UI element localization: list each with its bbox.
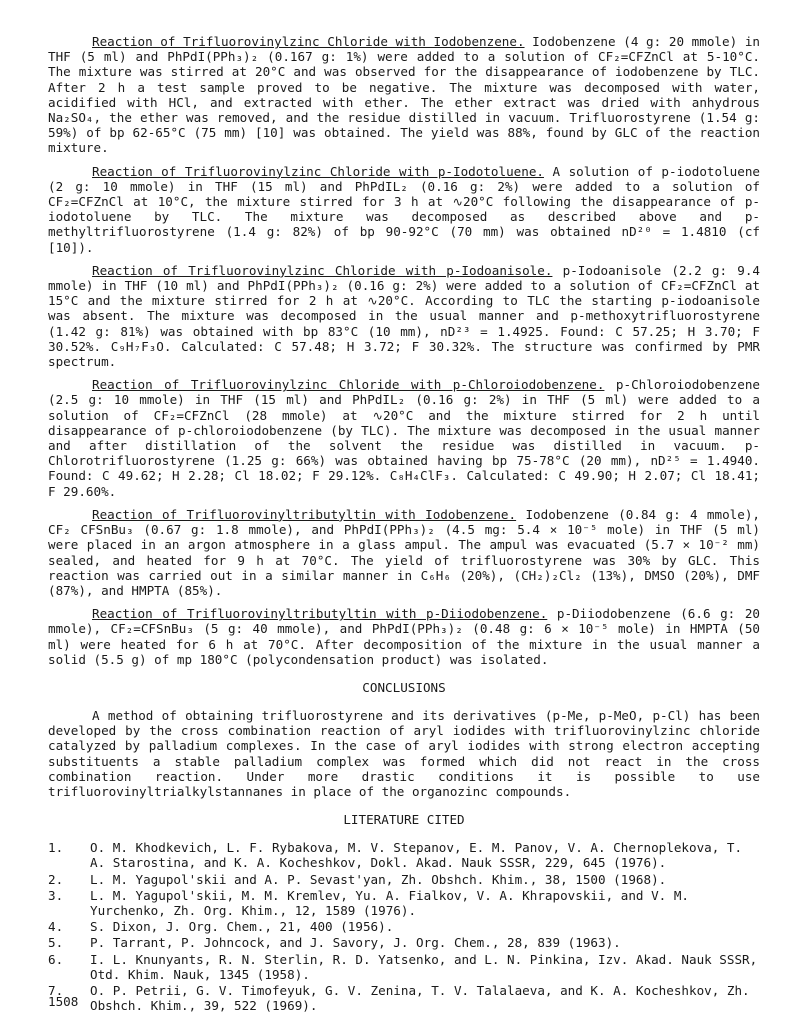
reference-item bbox=[48, 840, 760, 870]
paragraph-p-iodotoluene bbox=[48, 164, 760, 255]
reference-item bbox=[48, 952, 760, 982]
section-heading: Reaction of Trifluorovinyltributyltin with p-Diiodobenzene. bbox=[92, 606, 548, 622]
reference-item bbox=[48, 919, 760, 934]
section-heading: Reaction of Trifluorovinylzinc Chloride with p-Iodoanisole. bbox=[92, 262, 553, 278]
paragraph-p-chloroiodobenzene bbox=[48, 377, 760, 499]
reference-number: 2. bbox=[48, 871, 64, 887]
section-heading: Reaction of Trifluorovinylzinc Chloride with p-Chloroiodobenzene. bbox=[92, 377, 605, 393]
reference-item bbox=[48, 872, 760, 887]
paragraph-tin-diiodobenzene bbox=[48, 606, 760, 667]
reference-number: 4. bbox=[48, 919, 64, 935]
paragraph-p-iodoanisole bbox=[48, 263, 760, 369]
page-number: 1508 bbox=[48, 994, 79, 1009]
reference-item bbox=[48, 983, 760, 1013]
reference-text: S. Dixon, J. Org. Chem., 21, 400 (1956). bbox=[90, 919, 394, 935]
reference-text: I. L. Knunyants, R. N. Sterlin, R. D. Yatsenko, and L. N. Pinkina, Izv. Akad. Nauk SSSR, Otd. Khim. Nauk, 1345 (1958). bbox=[90, 951, 758, 982]
reference-item bbox=[48, 888, 760, 918]
page-body bbox=[48, 34, 760, 1014]
conclusions-text: A method of obtaining trifluorostyrene and its derivatives (p-Me, p-MeO, p-Cl) has been developed by the cross combination reaction of aryl iodides with trifluorovinylzinc chloride catalyzed by palladium complexes. In the case of aryl iodides with strong electron accepting substituents a stable palladium complex was formed which did not react in the cross combination reaction. Under more drastic conditions it is possible to use trifluorovinyltrialkylstannanes in place of the organozinc compounds. bbox=[48, 707, 760, 799]
reference-number: 7. bbox=[48, 982, 64, 998]
paragraph-text: p-Iodoanisole (2.2 g: 9.4 mmole) in THF (10 ml) and PhPdI(PPh₃)₂ (0.16 g: 2%) were added to a solution of CF₂=CFZnCl at 15°C and the mixture stirred for 2 h at ∿20°C. According to TLC the starting p-iodoanisole was absent. The mixture was decomposed in the usual manner and p-methoxytrifluorostyrene (1.42 g: 81%) was obtained with bp 83°C (10 mm), nD²³ = 1.4925. Found: C 57.25; H 3.70; F 30.52%. C₉H₇F₃O. Calculated: C 57.48; H 3.72; F 30.32%. The structure was confirmed by PMR spectrum. bbox=[48, 262, 761, 370]
paragraph-iodobenzene bbox=[48, 34, 760, 156]
section-heading: Reaction of Trifluorovinylzinc Chloride with p-Iodotoluene. bbox=[92, 163, 544, 179]
reference-text: L. M. Yagupol'skii and A. P. Sevast'yan, Zh. Obshch. Khim., 38, 1500 (1968). bbox=[90, 871, 667, 887]
literature-heading: LITERATURE CITED bbox=[343, 812, 465, 828]
paragraph-text: Iodobenzene (4 g: 20 mmole) in THF (5 ml) and PhPdI(PPh₃)₂ (0.167 g: 1%) were added to a solution of CF₂=CFZnCl at 5-10°C. The mixture was stirred at 20°C and was observed for the disappearance of iodobenzene by TLC. After 2 h a test sample proved to be negative. The mixture was decomposed with water, acidified with HCl, and extracted with ether. The ether extract was dried with anhydrous Na₂SO₄, the ether was removed, and the residue distilled in vacuum. Trifluorostyrene (1.54 g: 59%) of bp 62-65°C (75 mm) [10] was obtained. The yield was 88%, found by GLC of the reaction mixture. bbox=[48, 34, 760, 156]
paragraph-text: p-Chloroiodobenzene (2.5 g: 10 mmole) in THF (15 ml) and PhPdIL₂ (0.16 g: 2%) in THF (5 ml) were added to a solution of CF₂=CFZnCl (28 mmole) at ∿20°C and the mixture stirred for 2 h until disappearance of p-chloroiodobenzene (by TLC). The mixture was decomposed in the usual manner and after distillation of the solvent the residue was distilled in vacuum. p-Chlorotrifluorostyrene (1.25 g: 66%) was obtained having bp 75-78°C (20 mm), nD²⁵ = 1.4940. Found: C 49.62; H 2.28; Cl 18.02; F 29.12%. C₈H₄ClF₃. Calculated: C 49.90; H 2.07; Cl 18.41; F 29.60%. bbox=[48, 377, 760, 499]
conclusions-heading: CONCLUSIONS bbox=[362, 679, 446, 695]
reference-item bbox=[48, 935, 760, 950]
reference-number: 1. bbox=[48, 840, 64, 856]
reference-list bbox=[48, 840, 760, 1013]
reference-number: 3. bbox=[48, 887, 64, 903]
paragraph-text: p-Diiodobenzene (6.6 g: 20 mmole), CF₂=CFSnBu₃ (5 g: 40 mmole), and PhPdI(PPh₃)₂ (0.48 g: 6 × 10⁻⁵ mole) in HMPTA (50 ml) were heated for 6 h at 70°C. After decomposition of the mixture in the usual manner a solid (5.5 g) of mp 180°C (polycondensation product) was isolated. bbox=[48, 606, 760, 667]
reference-text: L. M. Yagupol'skii, M. M. Kremlev, Yu. A. Fialkov, V. A. Khrapovskii, and V. M. Yurchenko, Zh. Org. Khim., 12, 1589 (1976). bbox=[90, 887, 689, 918]
paragraph-text: A solution of p-iodotoluene (2 g: 10 mmole) in THF (15 ml) and PhPdIL₂ (0.16 g: 2%) were added to a solution of CF₂=CFZnCl at 10°C, the mixture stirred for 3 h at ∿20°C following the disappearance of p-iodotoluene by TLC. The mixture was decomposed as described above and p-methyltrifluorostyrene (1.4 g: 82%) of bp 90-92°C (70 mm) was obtained nD²⁰ = 1.4810 (cf [10]). bbox=[48, 163, 760, 255]
section-heading: Reaction of Trifluorovinylzinc Chloride with Iodobenzene. bbox=[92, 34, 525, 49]
reference-text: O. P. Petrii, G. V. Timofeyuk, G. V. Zenina, T. V. Talalaeva, and K. A. Kocheshkov, Zh. Obshch. Khim., 39, 522 (1969). bbox=[90, 982, 750, 1014]
section-heading: Reaction of Trifluorovinyltributyltin with Iodobenzene. bbox=[92, 506, 517, 522]
paragraph-tin-iodobenzene bbox=[48, 507, 760, 598]
paragraph-text: Iodobenzene (0.84 g: 4 mmole), CF₂ CFSnBu₃ (0.67 g: 1.8 mmole), and PhPdI(PPh₃)₂ (4.5 mg: 5.4 × 10⁻⁵ mole) in THF (5 ml) were placed in an argon atmosphere in a glass ampul. The ampul was evacuated (5.7 × 10⁻² mm) sealed, and heated for 9 h at 70°C. The yield of trifluorostyrene was 30% by GLC. This reaction was carried out in a similar manner in C₆H₆ (20%), (CH₂)₂Cl₂ (13%), DMSO (20%), DMF (87%), and HMPTA (85%). bbox=[48, 506, 761, 598]
reference-text: P. Tarrant, P. Johncock, and J. Savory, J. Org. Chem., 28, 839 (1963). bbox=[90, 935, 621, 951]
reference-number: 6. bbox=[48, 951, 64, 967]
reference-text: O. M. Khodkevich, L. F. Rybakova, M. V. Stepanov, E. M. Panov, V. A. Chernoplekova, T. A. Starostina, and K. A. Kocheshkov, Dokl. Akad. Nauk SSSR, 229, 645 (1976). bbox=[90, 840, 743, 871]
reference-number: 5. bbox=[48, 935, 64, 951]
